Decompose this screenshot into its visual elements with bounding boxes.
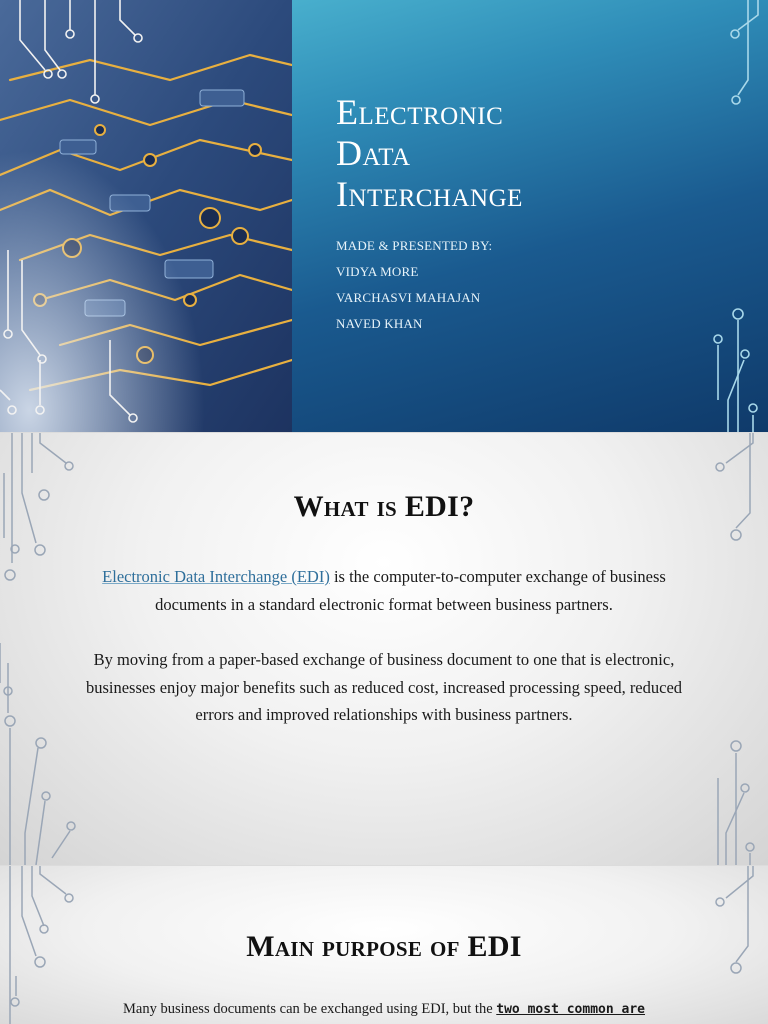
presenters-list bbox=[336, 233, 716, 337]
emphasis-text: two most common are bbox=[496, 1002, 645, 1017]
presenter-name: VIDYA MORE bbox=[336, 264, 419, 279]
slide-title bbox=[336, 92, 716, 215]
slide-title: Main purpose of EDI bbox=[246, 930, 522, 963]
paragraph: By moving from a paper-based exchange of business document to one that is electronic, businesses enjoy major benefits such as reduced cost, increased processing speed, reduced errors and improved relationships with business partners. bbox=[85, 650, 683, 724]
paragraph-text: Many business documents can be exchanged using EDI, but the bbox=[122, 1001, 497, 1017]
title-slide bbox=[0, 0, 768, 432]
title-line: Electronic bbox=[336, 92, 504, 132]
main-purpose-slide bbox=[0, 866, 768, 1024]
presenter-name: NAVED KHAN bbox=[336, 316, 423, 331]
title-line: Interchange bbox=[336, 174, 523, 214]
presenter-name: VARCHASVI MAHAJAN bbox=[336, 290, 481, 305]
edi-link[interactable]: Electronic Data Interchange (EDI) bbox=[102, 567, 330, 586]
circuit-board-image bbox=[0, 0, 292, 432]
title-line: Data bbox=[336, 133, 411, 173]
paragraph bbox=[80, 563, 688, 618]
slide-body bbox=[80, 563, 688, 729]
presenters-heading: MADE & PRESENTED BY: bbox=[336, 238, 493, 253]
slide-body bbox=[90, 996, 678, 1023]
slide-title: What is EDI? bbox=[293, 490, 475, 523]
what-is-edi-slide bbox=[0, 433, 768, 865]
title-block bbox=[336, 92, 716, 337]
paragraph-text: is the computer-to-computer exchange of business documents in a standard electronic format between business partners. bbox=[155, 567, 666, 614]
